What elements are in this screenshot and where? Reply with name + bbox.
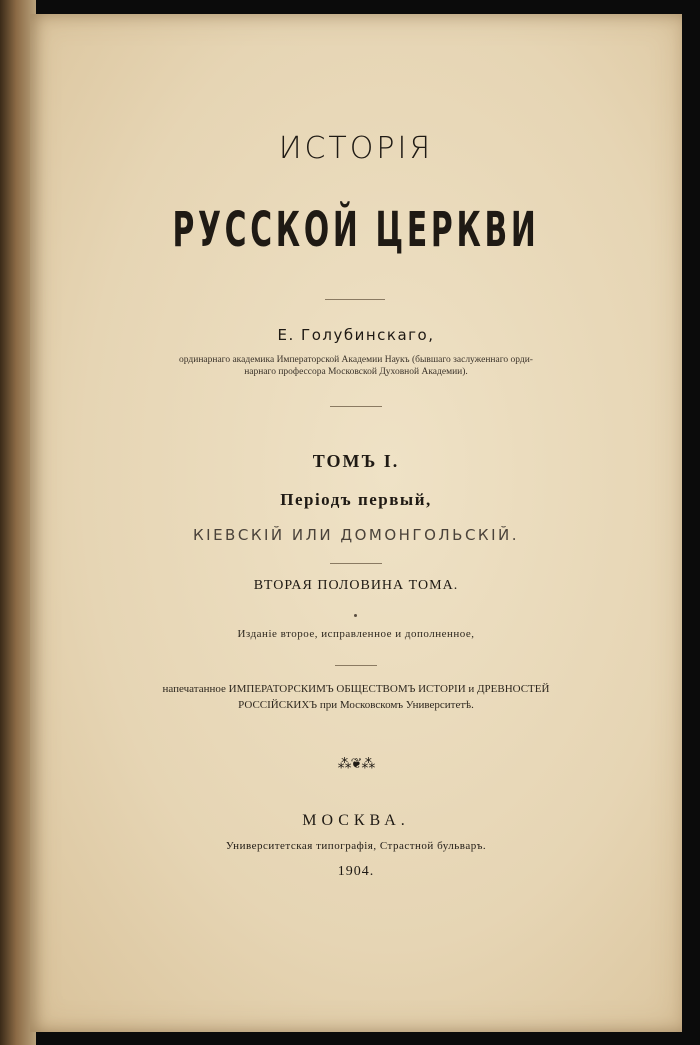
divider-rule	[330, 563, 382, 564]
title-page	[30, 14, 682, 1032]
volume-number: ТОМЪ I.	[312, 451, 400, 471]
imprint-year: 1904.	[337, 864, 375, 879]
imprint-press: Университетская типографія, Страстной бульваръ.	[225, 840, 487, 852]
volume-half: ВТОРАЯ ПОЛОВИНА ТОМА.	[253, 578, 459, 593]
title-line-1: ИСТОРІЯ	[278, 131, 434, 166]
publisher-line-2: РОССІЙСКИХЪ при Московскомъ Университетѣ.	[238, 699, 474, 711]
edition-statement: Изданіе второе, исправленное и дополненное,	[237, 628, 475, 640]
title-line-2: РУССКОЙ ЦЕРКВИ	[172, 202, 540, 258]
publisher-statement	[30, 681, 682, 713]
period-title: Періодъ первый,	[280, 490, 432, 509]
divider-rule	[335, 665, 377, 666]
author-credits	[30, 354, 682, 378]
imprint-city: МОСКВА.	[302, 812, 410, 829]
period-subtitle: КІЕВСКІЙ ИЛИ ДОМОНГОЛЬСКІЙ.	[193, 526, 519, 544]
publisher-line-1: напечатанное ИМПЕРАТОРСКИМЪ ОБЩЕСТВОМЪ ИСТОРІИ и ДРЕВНОСТЕЙ	[162, 683, 550, 695]
ornament-flourish: ⁂❦⁂	[337, 757, 375, 772]
divider-dot	[354, 614, 357, 617]
author-name: Е. Голубинскаго,	[277, 326, 435, 344]
divider-rule	[330, 406, 382, 407]
author-credits-line-1: ординарнаго академика Императорской Академии Наукъ (бывшаго заслуженнаго орди-	[179, 355, 533, 365]
author-credits-line-2: нарнаго профессора Московской Духовной Академии).	[244, 367, 468, 377]
divider-rule	[325, 299, 385, 300]
